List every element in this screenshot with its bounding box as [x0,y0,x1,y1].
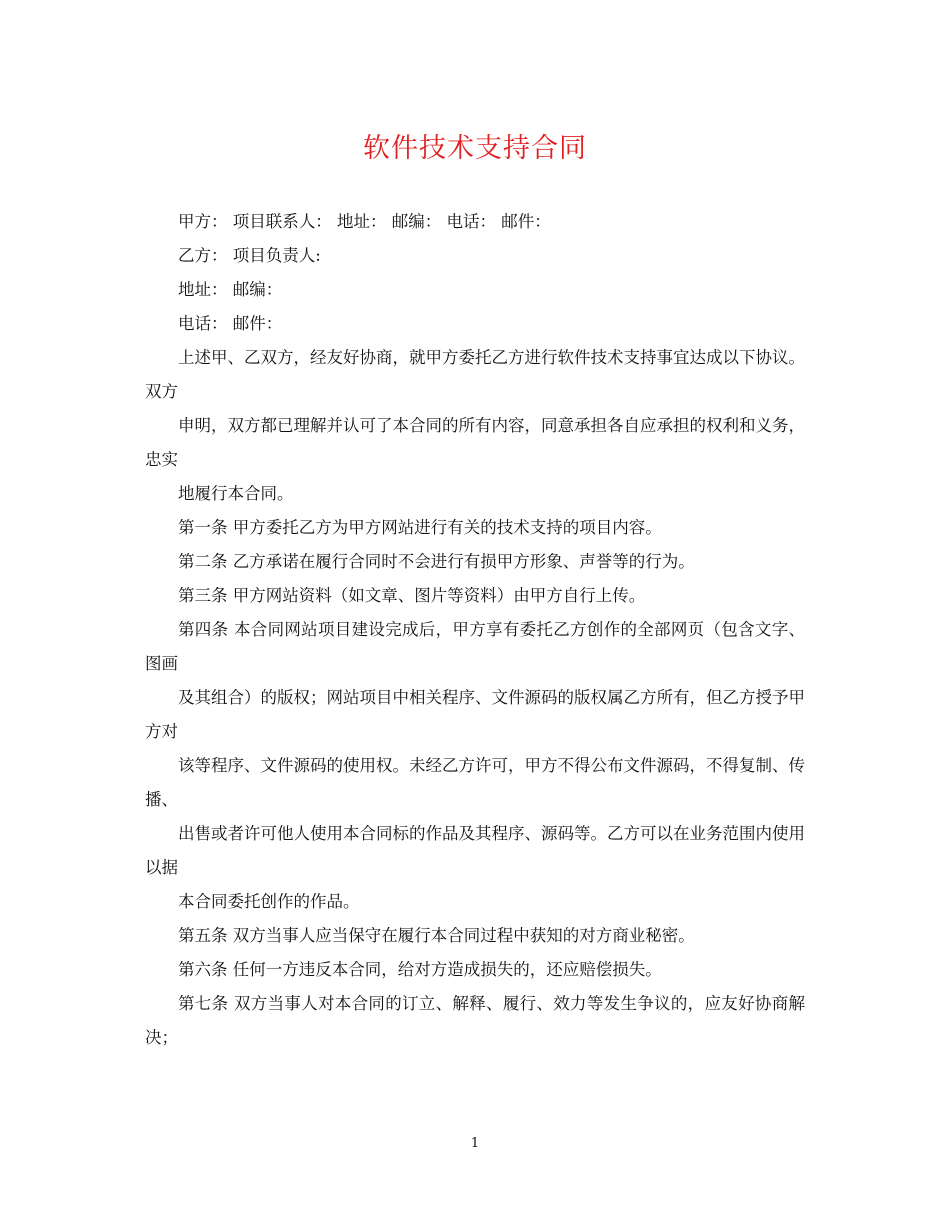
paragraph-declaration: 申明，双方都已理解并认可了本合同的所有内容，同意承担各自应承担的权利和义务，忠实 [145,416,805,469]
clause-7: 第七条 双方当事人对本合同的订立、解释、履行、效力等发生争议的，应友好协商解决； [145,994,805,1047]
paragraph-performance: 地履行本合同。 [178,484,294,503]
clause-5: 第五条 双方当事人应当保守在履行本合同过程中获知的对方商业秘密。 [178,926,695,945]
clause-4-copyright: 及其组合）的版权；网站项目中相关程序、文件源码的版权属乙方所有，但乙方授予甲方对 [145,688,805,741]
paragraph-party-a: 甲方： 项目联系人： 地址： 邮编： 电话： 邮件： [178,212,551,231]
clause-6: 第六条 任何一方违反本合同，给对方造成损失的，还应赔偿损失。 [178,960,662,979]
paragraph-preamble: 上述甲、乙双方，经友好协商，就甲方委托乙方进行软件技术支持事宜达成以下协议。双方 [145,348,805,401]
document-title: 软件技术支持合同 [363,133,587,164]
paragraph-phone: 电话： 邮件： [178,314,283,333]
paragraph-address: 地址： 邮编： [178,280,283,299]
clause-4-sale: 出售或者许可他人使用本合同标的作品及其程序、源码等。乙方可以在业务范围内使用以据 [145,824,805,877]
clause-4-works: 本合同委托创作的作品。 [178,892,360,911]
clause-3: 第三条 甲方网站资料（如文章、图片等资料）由甲方自行上传。 [178,586,646,605]
clause-2: 第二条 乙方承诺在履行合同时不会进行有损甲方形象、声誉等的行为。 [178,552,695,571]
paragraph-party-b: 乙方： 项目负责人: [178,246,321,265]
clause-1: 第一条 甲方委托乙方为甲方网站进行有关的技术支持的项目内容。 [178,518,662,537]
clause-4: 第四条 本合同网站项目建设完成后，甲方享有委托乙方创作的全部网页（包含文字、图画 [145,620,805,673]
document-body [145,205,805,1055]
clause-4-usage: 该等程序、文件源码的使用权。未经乙方许可，甲方不得公布文件源码，不得复制、传播、 [145,756,805,809]
page-number: 1 [470,1136,480,1151]
